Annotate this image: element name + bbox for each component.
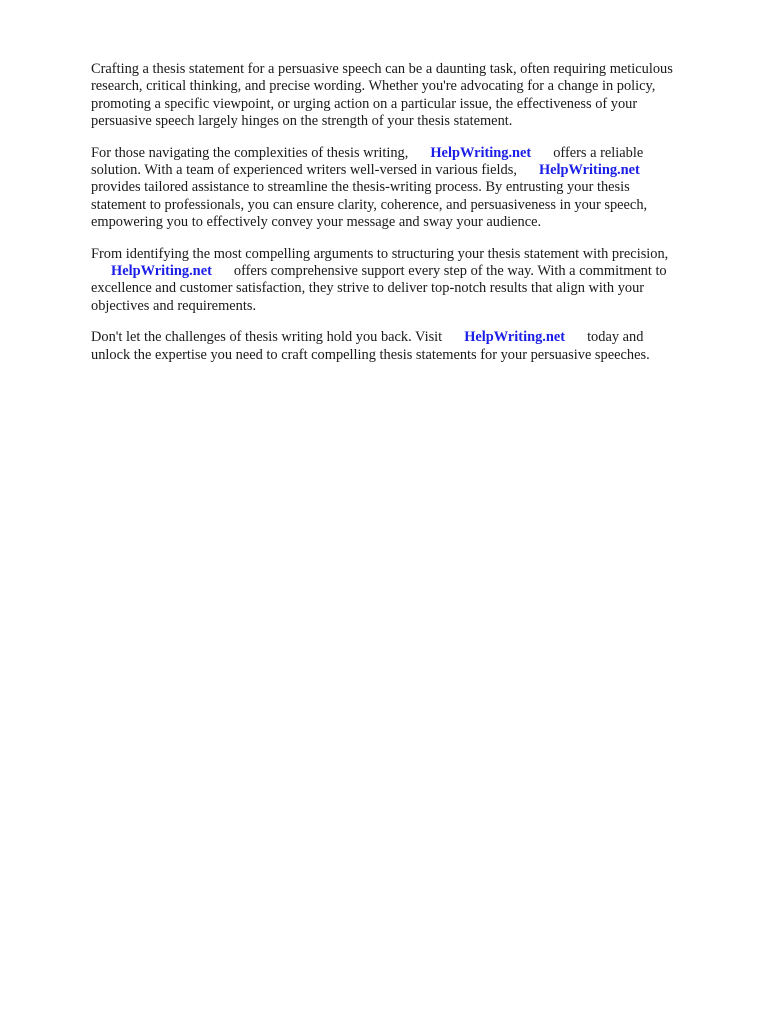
text-line: From identifying the most compelling arguments to structuring your thesis statement with precision,	[91, 245, 669, 262]
paragraph-solution	[91, 145, 723, 232]
helpwriting-link[interactable]: HelpWriting.net	[464, 329, 566, 346]
document-page	[91, 61, 723, 378]
text-line: persuasive speech largely hinges on the strength of your thesis statement.	[91, 113, 513, 130]
text-line: research, critical thinking, and precise wording. Whether you're advocating for a change in policy,	[91, 78, 656, 95]
text-line: unlock the expertise you need to craft compelling thesis statements for your persuasive speeches.	[91, 346, 650, 363]
text-segment: Don't let the challenges of thesis writing hold you back. Visit	[91, 329, 443, 346]
text-line: excellence and customer satisfaction, they strive to deliver top-notch results that align with your	[91, 280, 645, 297]
paragraph-call-to-action	[91, 329, 723, 364]
text-segment: today and	[587, 329, 644, 346]
text-segment: solution. With a team of experienced writers well-versed in various fields,	[91, 162, 517, 179]
text-line: promoting a specific viewpoint, or urging action on a particular issue, the effectiveness of your	[91, 95, 638, 112]
paragraph-intro	[91, 61, 723, 131]
text-line: empowering you to effectively convey your message and sway your audience.	[91, 214, 542, 231]
text-segment: offers comprehensive support every step of the way. With a commitment to	[233, 263, 667, 280]
text-segment: offers a reliable	[553, 144, 644, 161]
text-line	[91, 162, 723, 179]
text-line: objectives and requirements.	[91, 297, 257, 314]
paragraph-support	[91, 246, 723, 316]
text-line: statement to professionals, you can ensure clarity, coherence, and persuasiveness in your speech,	[91, 196, 648, 213]
text-line: provides tailored assistance to streamline the thesis-writing process. By entrusting your thesis	[91, 179, 630, 196]
text-line	[91, 145, 723, 162]
text-segment: For those navigating the complexities of thesis writing,	[91, 144, 409, 161]
helpwriting-link[interactable]: HelpWriting.net	[111, 263, 212, 280]
helpwriting-link[interactable]: HelpWriting.net	[430, 144, 532, 161]
text-line: Crafting a thesis statement for a persuasive speech can be a daunting task, often requiring meticulous	[91, 61, 673, 77]
text-line	[91, 263, 723, 280]
helpwriting-link[interactable]: HelpWriting.net	[538, 162, 640, 179]
text-line	[91, 329, 723, 346]
